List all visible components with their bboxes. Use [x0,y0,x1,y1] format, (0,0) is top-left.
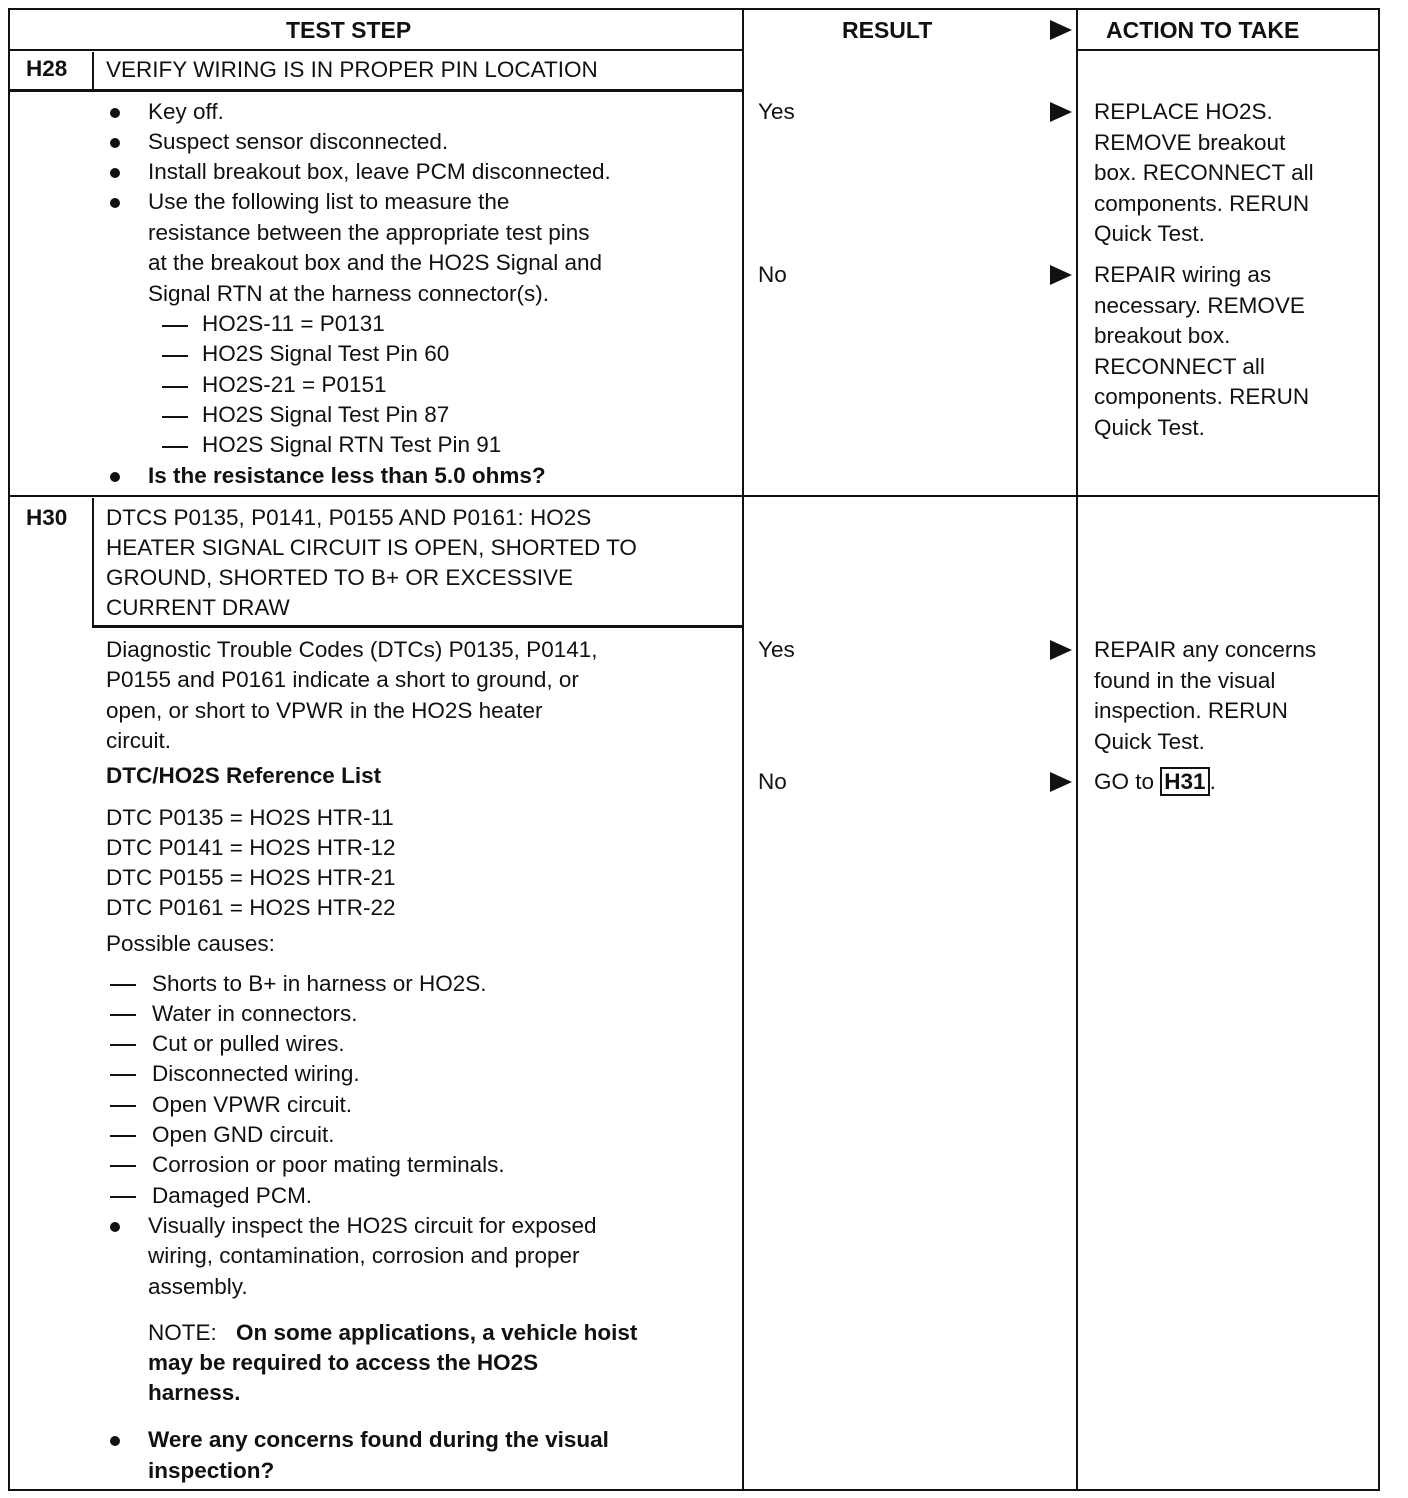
h30-ref-line: DTC P0135 = HO2S HTR-11 [106,805,394,830]
dash-icon [162,446,188,448]
h28-measure-line: at the breakout box and the HO2S Signal and [148,250,603,275]
h30-action-no-suffix: . [1209,769,1216,794]
h28-action-yes-line: REMOVE breakout [1094,130,1286,155]
id-column-divider [92,52,94,90]
h30-ref-line: DTC P0161 = HO2S HTR-22 [106,895,396,920]
h30-cause: Corrosion or poor mating terminals. [152,1152,505,1177]
h28-title: VERIFY WIRING IS IN PROPER PIN LOCATION [106,57,598,82]
h30-cause: Shorts to B+ in harness or HO2S. [152,971,487,996]
step-id-h30: H30 [26,505,68,530]
h30-cause: Water in connectors. [152,1001,358,1026]
h28-action-no-line: RECONNECT all [1094,354,1265,379]
h30-note-line: On some applications, a vehicle hoist [236,1320,638,1345]
h28-bullet: Key off. [148,99,224,124]
h30-action-no-prefix: GO to [1094,769,1155,794]
goto-h31-link[interactable]: H31 [1160,767,1209,796]
h28-yes-arrow-icon [1050,102,1072,122]
h30-intro-line: circuit. [106,728,172,753]
bullet-icon [110,198,120,208]
h30-question-line: inspection? [148,1458,275,1483]
dash-icon [110,984,136,986]
h28-action-yes-line: box. RECONNECT all [1094,160,1314,185]
h28-dash-item: HO2S Signal RTN Test Pin 91 [202,432,502,457]
h30-intro-line: P0155 and P0161 indicate a short to ground, or [106,667,579,692]
header-bottom-rule [8,49,742,51]
h30-title-rule [92,625,744,628]
h30-no-arrow-icon [1050,772,1072,792]
h28-measure-line: Use the following list to measure the [148,189,510,214]
h30-cause: Damaged PCM. [152,1183,313,1208]
h28-action-no-line: components. RERUN [1094,384,1310,409]
header-action: ACTION TO TAKE [1106,17,1300,43]
id-column-divider-h30 [92,498,94,626]
dash-icon [162,355,188,357]
bullet-icon [110,1222,120,1232]
header-arrow-icon [1050,20,1072,40]
h28-measure-line: resistance between the appropriate test pins [148,220,590,245]
h28-result-no: No [758,262,787,287]
h28-dash-item: HO2S-21 = P0151 [202,372,387,397]
h28-action-yes-line: Quick Test. [1094,221,1205,246]
h30-causes-heading: Possible causes: [106,931,275,956]
h28-no-arrow-icon [1050,265,1072,285]
h28-title-rule [8,89,742,92]
header-bottom-rule-action [1078,49,1378,51]
h30-ref-heading: DTC/HO2S Reference List [106,763,382,788]
h30-ref-line: DTC P0141 = HO2S HTR-12 [106,835,396,860]
h30-cause: Disconnected wiring. [152,1061,360,1086]
dash-icon [110,1044,136,1046]
h28-question: Is the resistance less than 5.0 ohms? [148,463,546,488]
h28-action-no-line: necessary. REMOVE [1094,293,1305,318]
dash-icon [110,1105,136,1107]
h30-title-line: HEATER SIGNAL CIRCUIT IS OPEN, SHORTED TO [106,535,637,560]
left-border [8,8,10,1491]
h30-cause: Open GND circuit. [152,1122,335,1147]
header-test-step: TEST STEP [286,17,412,43]
dash-icon [162,386,188,388]
h28-action-yes-line: REPLACE HO2S. [1094,99,1273,124]
h28-dash-item: HO2S Signal Test Pin 87 [202,402,450,427]
h30-action-yes-line: found in the visual [1094,668,1276,693]
bullet-icon [110,138,120,148]
h30-intro-line: Diagnostic Trouble Codes (DTCs) P0135, P0141, [106,637,598,662]
bullet-icon [110,1436,120,1446]
h30-action-yes-line: Quick Test. [1094,729,1205,754]
bottom-border [8,1489,1380,1491]
h28-dash-item: HO2S-11 = P0131 [202,311,385,336]
dash-icon [110,1135,136,1137]
h30-cause: Open VPWR circuit. [152,1092,353,1117]
header-result: RESULT [842,17,933,43]
h30-inspect-line: Visually inspect the HO2S circuit for exposed [148,1213,597,1238]
h30-intro-line: open, or short to VPWR in the HO2S heater [106,698,543,723]
h30-action-yes-line: inspection. RERUN [1094,698,1288,723]
bullet-icon [110,168,120,178]
h30-cause: Cut or pulled wires. [152,1031,345,1056]
top-border [8,8,1380,10]
h30-title-line: CURRENT DRAW [106,595,290,620]
h30-title-line: GROUND, SHORTED TO B+ OR EXCESSIVE [106,565,573,590]
h30-inspect-line: wiring, contamination, corrosion and proper [148,1243,580,1268]
h30-action-yes-line: REPAIR any concerns [1094,637,1317,662]
h30-yes-arrow-icon [1050,640,1072,660]
dash-icon [110,1014,136,1016]
right-border [1378,8,1380,1491]
h30-result-yes: Yes [758,637,795,662]
h30-action-no [1094,767,1216,797]
h30-ref-line: DTC P0155 = HO2S HTR-21 [106,865,396,890]
h28-measure-line: Signal RTN at the harness connector(s). [148,281,550,306]
dash-icon [162,416,188,418]
h28-action-yes-line: components. RERUN [1094,191,1310,216]
dash-icon [110,1165,136,1167]
h30-result-no: No [758,769,787,794]
h28-dash-item: HO2S Signal Test Pin 60 [202,341,450,366]
h28-action-no-line: REPAIR wiring as [1094,262,1272,287]
h28-result-yes: Yes [758,99,795,124]
h28-bottom-rule [8,495,1380,497]
h28-bullet: Suspect sensor disconnected. [148,129,449,154]
h30-note-line: may be required to access the HO2S [148,1350,539,1375]
h30-question-line: Were any concerns found during the visual [148,1427,609,1452]
h28-bullet: Install breakout box, leave PCM disconnected. [148,159,611,184]
step-id-h28: H28 [26,56,68,81]
h28-action-no-line: Quick Test. [1094,415,1205,440]
dash-icon [162,325,188,327]
dash-icon [110,1074,136,1076]
h30-inspect-line: assembly. [148,1274,248,1299]
bullet-icon [110,472,120,482]
h28-action-no-line: breakout box. [1094,323,1231,348]
bullet-icon [110,108,120,118]
h30-title-line: DTCS P0135, P0141, P0155 AND P0161: HO2S [106,505,592,530]
dash-icon [110,1196,136,1198]
h30-note-line: harness. [148,1380,241,1405]
h30-note-label: NOTE: [148,1320,217,1345]
result-right-border [1076,8,1078,1491]
test-step-right-border [742,8,744,1491]
